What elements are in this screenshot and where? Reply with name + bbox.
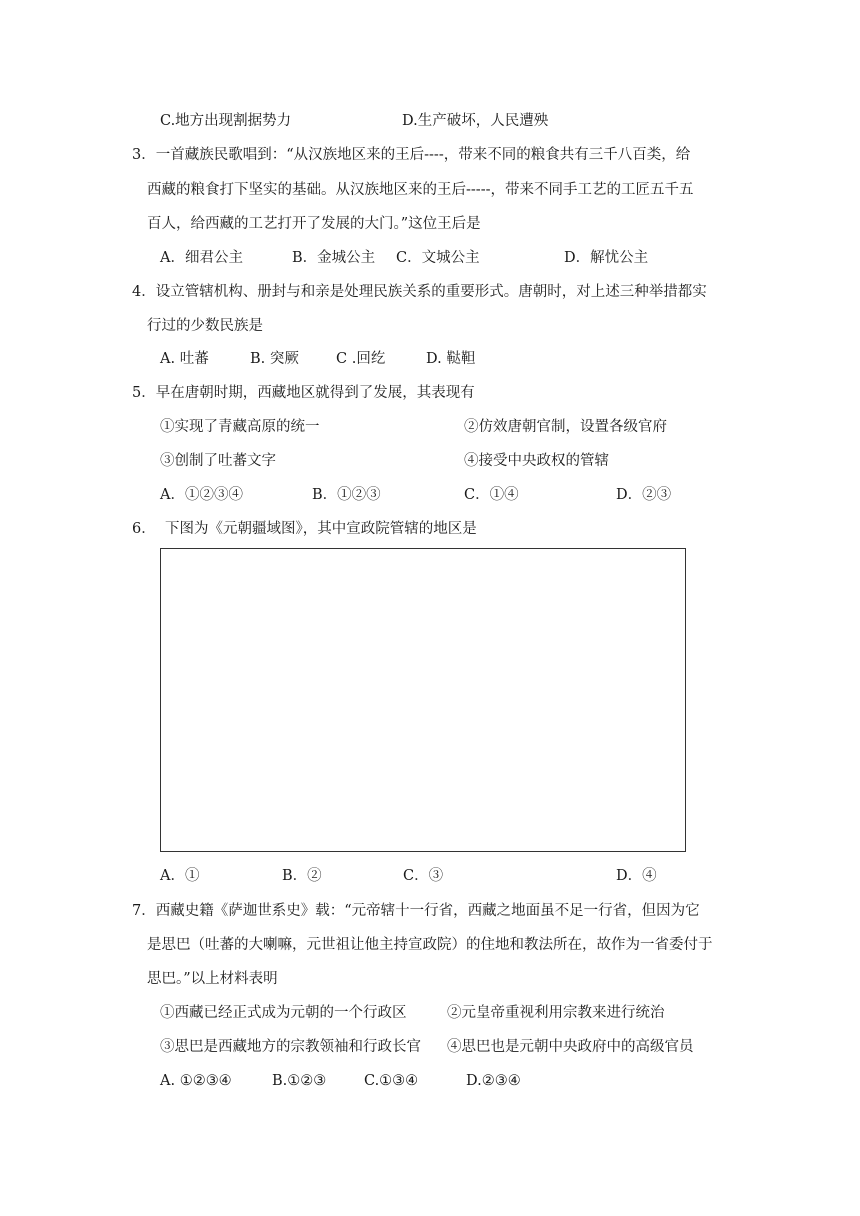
q3-option-c: C．文城公主 <box>396 250 480 266</box>
q3-option-a: A．细君公主 <box>160 250 243 266</box>
q3-option-b: B．金城公主 <box>292 250 376 266</box>
q7-option-c: C.①③④ <box>364 1073 419 1089</box>
q7-item-4: ④思巴也是元朝中央政府中的高级官员 <box>447 1039 694 1055</box>
q5-option-a: A．①②③④ <box>160 487 243 503</box>
q5-item-1: ①实现了青藏高原的统一 <box>160 419 320 435</box>
q5-option-b: B．①②③ <box>312 487 381 503</box>
q3-option-d: D．解忧公主 <box>564 250 649 266</box>
q7-option-b: B.①②③ <box>272 1073 327 1089</box>
q4-option-b: B. 突厥 <box>250 351 299 367</box>
q7-item-3: ③思巴是西藏地方的宗教领袖和行政长官 <box>160 1039 421 1055</box>
q3-stem-line1: 3．一首藏族民歌唱到：“从汉族地区来的王后----，带来不同的粮食共有三千八百类，给 <box>132 147 691 163</box>
q7-item-2: ②元皇帝重视利用宗教来进行统治 <box>447 1005 665 1021</box>
q7-item-1: ①西藏已经正式成为元朝的一个行政区 <box>160 1005 407 1021</box>
map-image-placeholder <box>160 548 686 852</box>
q5-stem: 5．早在唐朝时期，西藏地区就得到了发展，其表现有 <box>132 385 475 401</box>
q6-option-d: D．④ <box>616 868 657 884</box>
q4-option-c: C .回纥 <box>336 351 386 367</box>
q7-stem-line3: 思巴。”以上材料表明 <box>147 971 278 987</box>
q6-stem: 6． 下图为《元朝疆域图》，其中宣政院管辖的地区是 <box>132 521 477 537</box>
q7-option-a: A. ①②③④ <box>160 1073 232 1089</box>
q5-item-3: ③创制了吐蕃文字 <box>160 453 276 469</box>
q5-option-c: C．①④ <box>464 487 519 503</box>
q6-option-c: C．③ <box>403 868 444 884</box>
q3-stem-line3: 百人，给西藏的工艺打开了发展的大门。”这位王后是 <box>147 216 481 232</box>
q4-stem-line1: 4．设立管辖机构、册封与和亲是处理民族关系的重要形式。唐朝时，对上述三种举措都实 <box>132 284 707 300</box>
q2-option-d: D.生产破坏，人民遭殃 <box>402 113 549 129</box>
q4-option-d: D. 鞑靼 <box>426 351 476 367</box>
q2-option-c: C.地方出现割据势力 <box>160 113 292 129</box>
q5-item-2: ②仿效唐朝官制，设置各级官府 <box>464 419 667 435</box>
q5-item-4: ④接受中央政权的管辖 <box>464 453 609 469</box>
q4-option-a: A. 吐蕃 <box>160 351 209 367</box>
q7-stem-line2: 是思巴（吐蕃的大喇嘛，元世祖让他主持宣政院）的住地和教法所在，故作为一省委付于 <box>147 937 713 953</box>
q4-stem-line2: 行过的少数民族是 <box>147 318 263 334</box>
q6-option-a: A．① <box>160 868 200 884</box>
q7-option-d: D.②③④ <box>466 1073 521 1089</box>
q5-option-d: D．②③ <box>616 487 672 503</box>
q3-stem-line2: 西藏的粮食打下坚实的基础。从汉族地区来的王后-----，带来不同手工艺的工匠五千五 <box>147 182 694 198</box>
q7-stem-line1: 7．西藏史籍《萨迦世系史》载：“元帝辖十一行省，西藏之地面虽不足一行省，但因为它 <box>132 903 700 919</box>
q6-option-b: B．② <box>282 868 322 884</box>
